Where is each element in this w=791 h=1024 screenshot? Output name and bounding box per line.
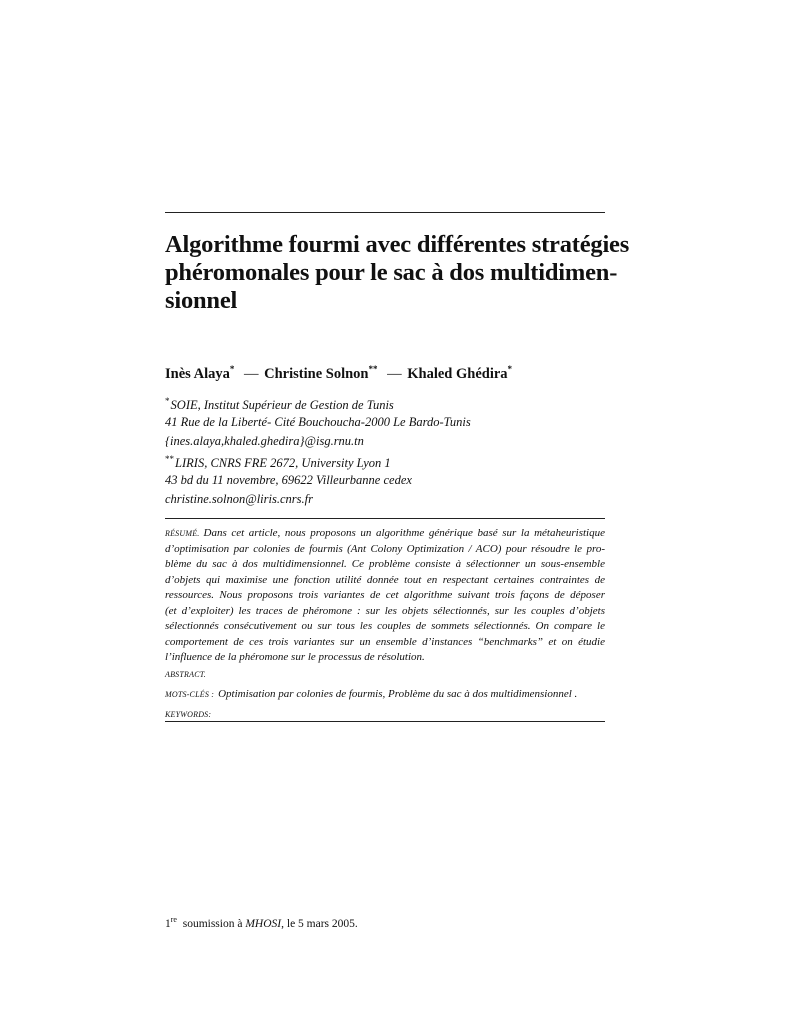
mots-cles-line	[165, 688, 577, 700]
footnote-text: soumission à	[182, 918, 243, 930]
keywords-label: KEYWORDS:	[165, 710, 212, 719]
title-line: Algorithme fourmi avec différentes stratégies	[165, 231, 630, 258]
affiliation-institution: SOIE, Institut Supérieur de Gestion de Tunis	[170, 398, 394, 412]
resume-line: ressources. Nous proposons trois variantes de cet algorithme suivant trois façons de déposer	[165, 589, 605, 601]
affiliation-mark: **	[368, 364, 378, 374]
keywords-heading	[165, 708, 215, 720]
affiliation-email: christine.solnon@liris.cnrs.fr	[165, 492, 313, 506]
resume-line: (et d’exploiter) les traces de phéromone : sur les objets sélectionnés, sur les couples d’objets	[165, 604, 605, 617]
author-separator: —	[244, 366, 259, 382]
resume-line: d’optimisation par colonies de fourmis (Ant Colony Optimization / ACO) pour résoudre le pro-	[165, 542, 605, 555]
resume-line: blème du sac à dos multidimensionnel. Ce problème consiste à sélectionner un sous-ensemble	[165, 558, 605, 570]
resume-line: comportement de ces trois variantes sur un ensemble d’instances “benchmarks” et on étudie	[165, 635, 605, 648]
abstract-heading	[165, 668, 210, 680]
affiliation-institution: LIRIS, CNRS FRE 2672, University Lyon 1	[175, 456, 391, 470]
affiliation-address: 41 Rue de la Liberté- Cité Bouchoucha-2000 Le Bardo-Tunis	[165, 415, 471, 429]
affiliation-email: {ines.alaya,khaled.ghedira}@isg.rnu.tn	[165, 434, 364, 448]
affiliation-mark: *	[165, 396, 170, 406]
paper-title	[165, 231, 630, 315]
resume-line: d’objets qui maximise une fonction utilité donnée tout en respectant certaines contraintes de	[165, 573, 605, 586]
abstract-bottom-rule	[165, 721, 605, 722]
affiliation-mark: *	[507, 364, 513, 374]
mots-cles-label: MOTS-CLÉS :	[165, 690, 215, 699]
affiliation-address: 43 bd du 11 novembre, 69622 Villeurbanne cedex	[165, 473, 412, 487]
author-name: Inès Alaya	[165, 366, 230, 382]
resume-line: l’influence de la phéromone sur le processus de résolution.	[165, 651, 425, 663]
resume-label: RÉSUMÉ.	[165, 529, 200, 538]
submission-footnote	[165, 915, 358, 930]
abstract-top-rule	[165, 518, 605, 519]
mots-cles-text: Optimisation par colonies de fourmis, Problème du sac à dos multidimensionnel .	[218, 688, 578, 700]
affiliation-block	[165, 397, 471, 450]
author-list	[165, 366, 512, 383]
author-separator: —	[387, 366, 402, 382]
resume-line: sélectionnés consécutivement ou sur tous les couples de sommets sélectionnés. On compare le	[165, 620, 605, 632]
title-line: sionnel	[165, 287, 238, 314]
resume-line: Dans cet article, nous proposons un algorithme générique basé sur la métaheuristique	[203, 527, 605, 539]
author-name: Christine Solnon	[264, 366, 369, 382]
footnote-date: , le 5 mars 2005.	[281, 918, 358, 930]
author-name: Khaled Ghédira	[407, 366, 508, 382]
top-rule	[165, 212, 605, 213]
title-line: phéromonales pour le sac à dos multidimen-	[165, 259, 618, 286]
abstract-label: ABSTRACT.	[165, 670, 206, 679]
affiliation-block	[165, 455, 412, 508]
footnote-number: 1	[165, 918, 171, 930]
affiliation-mark: *	[229, 364, 235, 374]
affiliation-mark: **	[165, 454, 174, 464]
resume-paragraph	[165, 526, 605, 666]
footnote-superscript: re	[170, 915, 177, 924]
footnote-venue: MHOSI	[245, 918, 282, 930]
